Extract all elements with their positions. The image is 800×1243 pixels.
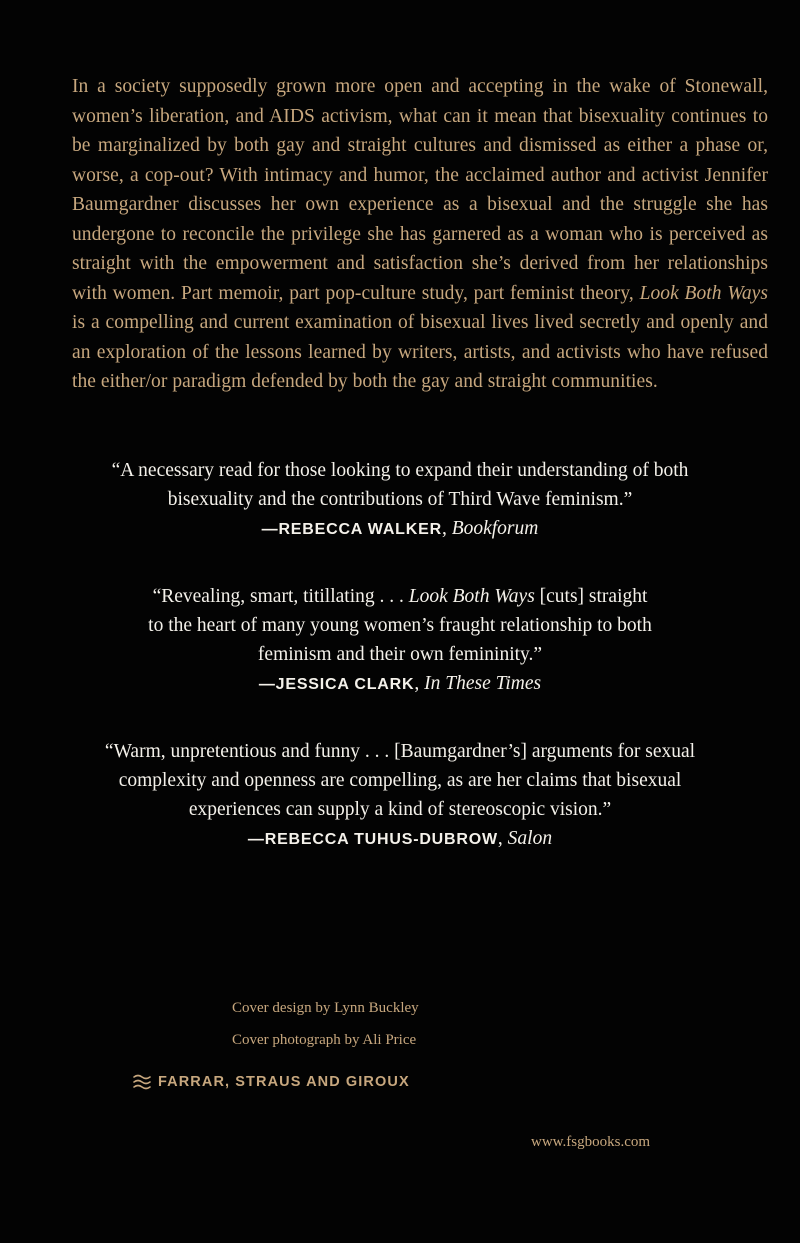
blurb-text-2: is a compelling and current examination of bisexual lives lived secretly and openly and an exploration of the lessons learned by writers, artists, and activists who have refused the either/or paradigm defended by both the gay and straight communities. <box>72 312 768 392</box>
publication-name: Salon <box>507 828 553 849</box>
publication-name: In These Times <box>424 673 542 694</box>
quote-line: experiences can supply a kind of stereoscopic vision.” <box>188 799 612 820</box>
review-quote-3 <box>60 737 740 854</box>
quote-line: “A necessary read for those looking to expand their understanding of both <box>111 460 689 481</box>
review-quote-2 <box>60 582 740 699</box>
reviewer-name: —REBECCA WALKER <box>261 521 442 538</box>
book-title: Look Both Ways <box>408 586 535 607</box>
publisher-imprint <box>132 1073 410 1091</box>
quote-line: complexity and openness are compelling, as are her claims that bisexual <box>118 770 682 791</box>
publisher-name: FARRAR, STRAUS AND GIROUX <box>158 1074 410 1090</box>
quote-attribution: —REBECCA TUHUS-DUBROW, Salon <box>247 828 553 849</box>
cover-design-credit: Cover design by Lynn Buckley <box>232 1000 419 1016</box>
reviewer-name: —JESSICA CLARK <box>258 676 415 693</box>
review-quote-1 <box>60 456 740 544</box>
book-title: Look Both Ways <box>639 282 768 304</box>
book-description <box>72 72 768 397</box>
publication-name: Bookforum <box>451 518 539 539</box>
cover-credits <box>232 992 419 1056</box>
blurb-text-1: In a society supposedly grown more open and accepting in the wake of Stonewall, women’s liberation, and AIDS activism, what can it mean that bisexuality continues to be marginalized by both gay and straight cultures and dismissed as either a phase or, worse, a cop-out? With intimacy and humor, the acclaimed author and activist Jennifer Baumgardner discusses her own experience as a bisexual and the struggle she has undergone to reconcile the privilege she has garnered as a woman who is perceived as straight with the empowerment and satisfaction she’s derived from her relationships with women. Part memoir, part pop-culture study, part feminist theory, <box>72 76 768 304</box>
quote-attribution: —REBECCA WALKER, Bookforum <box>261 518 539 539</box>
fsg-fish-logo-icon <box>132 1073 152 1091</box>
reviewer-name: —REBECCA TUHUS-DUBROW <box>247 831 498 848</box>
publisher-website: www.fsgbooks.com <box>531 1134 651 1150</box>
quote-line: “Warm, unpretentious and funny . . . [Baumgardner’s] arguments for sexual <box>104 741 696 762</box>
review-quotes <box>60 456 740 892</box>
quote-attribution: —JESSICA CLARK, In These Times <box>258 673 542 694</box>
quote-text: [cuts] straight <box>534 586 648 607</box>
quote-line: bisexuality and the contributions of Third Wave feminism.” <box>167 489 633 510</box>
quote-line: to the heart of many young women’s fraught relationship to both <box>148 615 652 636</box>
quote-line: feminism and their own femininity.” <box>257 644 543 665</box>
quote-text: “Revealing, smart, titillating . . . <box>152 586 409 607</box>
cover-photo-credit: Cover photograph by Ali Price <box>232 1032 417 1048</box>
quote-line <box>60 582 740 611</box>
